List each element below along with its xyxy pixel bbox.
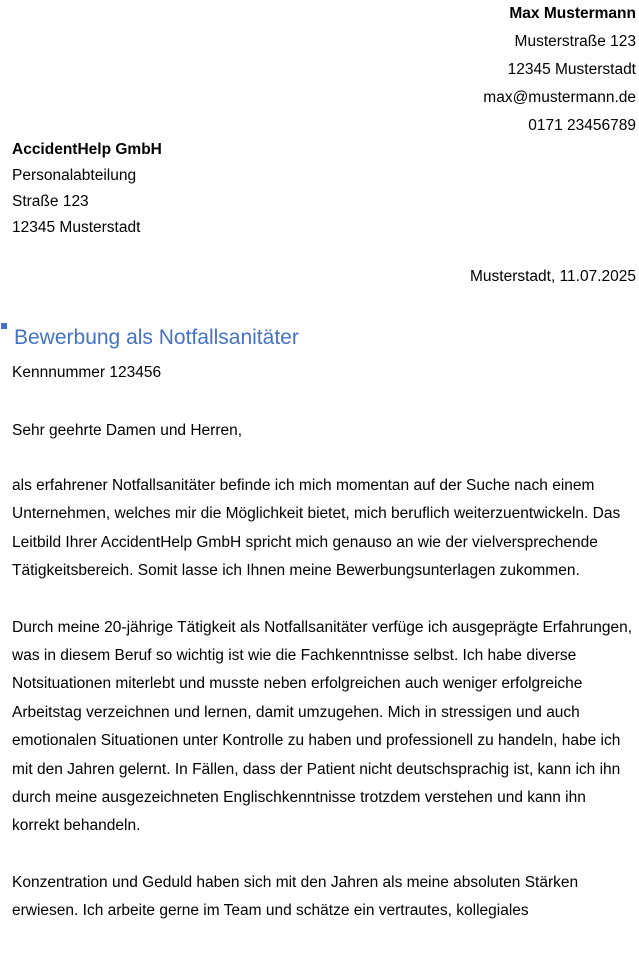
- sender-phone: 0171 23456789: [528, 117, 636, 134]
- recipient-address-block: [12, 137, 162, 241]
- salutation: Sehr geehrte Damen und Herren,: [12, 422, 243, 439]
- letter-date: Musterstadt, 11.07.2025: [469, 268, 636, 285]
- sender-email: max@mustermann.de: [483, 89, 636, 106]
- sender-street: Musterstraße 123: [514, 33, 636, 50]
- sender-city: 12345 Musterstadt: [507, 61, 636, 78]
- heading-marker: [1, 323, 7, 329]
- reference-number: Kennnummer 123456: [12, 364, 162, 381]
- recipient-street: Straße 123: [12, 193, 89, 210]
- sender-address-block: [483, 0, 636, 140]
- body-paragraph: Konzentration und Geduld haben sich mit den Jahren als meine absoluten Stärken erwiesen. Ich arbeite gerne im Team und schätze ein vertrautes, kollegiales: [12, 873, 579, 920]
- recipient-city: 12345 Musterstadt: [12, 219, 141, 236]
- recipient-company: AccidentHelp GmbH: [12, 141, 162, 158]
- body-paragraph: als erfahrener Notfallsanitäter befinde ich mich momentan auf der Suche nach einem Unternehmen, welches mir die Möglichkeit bietet, mich beruflich weiterzuentwickeln. Das Leitbild Ihrer AccidentHelp GmbH spricht mich genauso an wie der vielversprechende Tätigkeitsbereich. Somit lasse ich Ihnen meine Bewerbungsunterlagen zukommen.: [12, 477, 621, 580]
- body-paragraph: Durch meine 20-jährige Tätigkeit als Notfallsanitäter verfüge ich ausgeprägte Erfahrungen, was in diesem Beruf so wichtig ist wie die Fachkenntnisse selbst. Ich habe diverse Notsituationen miterlebt und musste neben erfolgreichen auch weniger erfolgreiche Arbeitstag verzeichnen und lernen, damit umzugehen. Mich in stressigen und auch emotionalen Situationen unter Kontrolle zu haben und professionell zu handeln, habe ich mit den Jahren gelernt. In Fällen, dass der Patient nicht deutschsprachig ist, kann ich ihn durch meine ausgezeichneten Englischkenntnisse trotzdem verstehen und kann ihn korrekt behandeln.: [12, 618, 633, 835]
- recipient-department: Personalabteilung: [12, 167, 137, 184]
- letter-subject: Bewerbung als Notfallsanitäter: [14, 326, 299, 349]
- letter-body: [12, 472, 634, 954]
- sender-name: Max Mustermann: [509, 5, 636, 22]
